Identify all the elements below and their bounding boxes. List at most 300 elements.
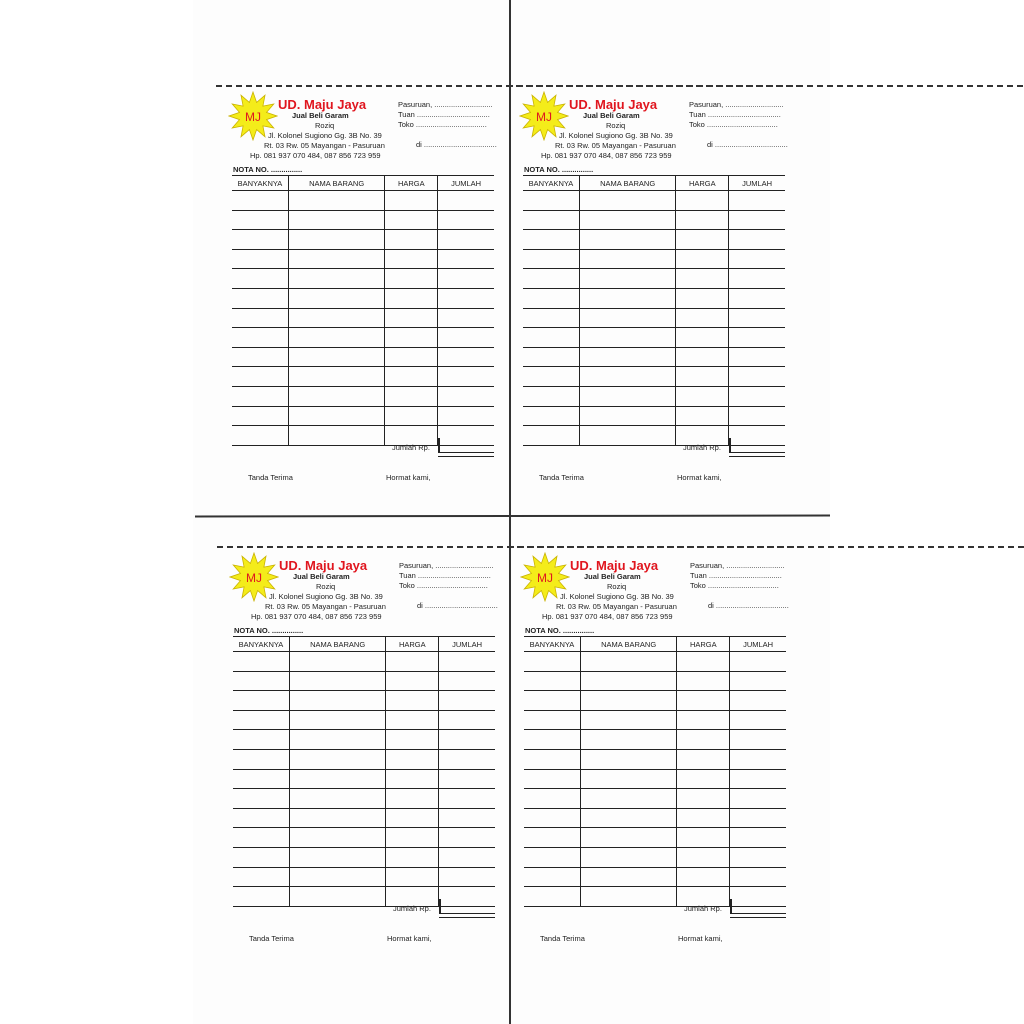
table-cell[interactable] (232, 210, 288, 230)
table-cell[interactable] (579, 230, 675, 250)
table-cell[interactable] (288, 249, 384, 269)
table-cell[interactable] (385, 249, 438, 269)
table-cell[interactable] (386, 710, 439, 730)
table-cell[interactable] (438, 288, 494, 308)
table-cell[interactable] (233, 652, 289, 672)
table-cell[interactable] (524, 691, 580, 711)
col-nama-barang: NAMA BARANG (289, 637, 385, 652)
table-cell[interactable] (289, 867, 385, 887)
table-cell[interactable] (729, 367, 785, 387)
field-di[interactable]: di ................................... (708, 601, 789, 610)
table-cell[interactable] (523, 249, 579, 269)
table-cell[interactable] (386, 828, 439, 848)
table-cell[interactable] (439, 671, 495, 691)
table-cell[interactable] (386, 867, 439, 887)
table-cell[interactable] (730, 652, 786, 672)
address-line-1: Jl. Kolonel Sugiono Gg. 3B No. 39 (268, 131, 382, 140)
table-cell[interactable] (232, 328, 288, 348)
table-cell[interactable] (729, 406, 785, 426)
signature-sender: Hormat kami, (387, 934, 432, 943)
table-cell[interactable] (579, 288, 675, 308)
table-cell[interactable] (524, 769, 580, 789)
table-cell[interactable] (288, 269, 384, 289)
table-row (523, 288, 785, 308)
signature-received: Tanda Terima (248, 473, 293, 482)
signature-sender: Hormat kami, (678, 934, 723, 943)
field-di[interactable]: di ................................... (416, 140, 497, 149)
table-cell[interactable] (386, 789, 439, 809)
address-line-2: Rt. 03 Rw. 05 Mayangan - Pasuruan (264, 141, 385, 150)
total-divider (438, 438, 440, 452)
table-cell[interactable] (676, 249, 729, 269)
address-line-2: Rt. 03 Rw. 05 Mayangan - Pasuruan (265, 602, 386, 611)
col-nama-barang: NAMA BARANG (288, 176, 384, 191)
table-cell[interactable] (524, 867, 580, 887)
table-cell[interactable] (289, 828, 385, 848)
table-cell[interactable] (438, 308, 494, 328)
field-toko[interactable]: Toko .................................. (689, 120, 778, 129)
table-cell[interactable] (579, 367, 675, 387)
table-cell[interactable] (289, 789, 385, 809)
table-cell[interactable] (288, 191, 384, 211)
table-row (524, 671, 786, 691)
table-cell[interactable] (676, 230, 729, 250)
table-cell[interactable] (523, 269, 579, 289)
table-cell[interactable] (233, 828, 289, 848)
table-cell[interactable] (232, 426, 288, 446)
table-cell[interactable] (385, 386, 438, 406)
table-row (233, 749, 495, 769)
table-cell[interactable] (439, 887, 495, 907)
field-pasuruan[interactable]: Pasuruan, ............................ (690, 561, 785, 570)
customer-fields (689, 100, 784, 130)
table-cell[interactable] (289, 808, 385, 828)
items-table (523, 175, 785, 446)
signature-sender: Hormat kami, (677, 473, 722, 482)
table-cell[interactable] (677, 867, 730, 887)
col-harga: HARGA (677, 637, 730, 652)
table-cell[interactable] (288, 386, 384, 406)
table-cell[interactable] (579, 191, 675, 211)
logo-text: MJ (245, 110, 261, 124)
business-type: Jual Beli Garam (584, 572, 641, 581)
table-cell[interactable] (523, 406, 579, 426)
table-cell[interactable] (730, 808, 786, 828)
table-cell[interactable] (289, 887, 385, 907)
table-cell[interactable] (438, 210, 494, 230)
table-cell[interactable] (233, 808, 289, 828)
table-cell[interactable] (288, 230, 384, 250)
table-cell[interactable] (523, 230, 579, 250)
table-cell[interactable] (579, 269, 675, 289)
table-cell[interactable] (729, 308, 785, 328)
table-cell[interactable] (439, 691, 495, 711)
col-jumlah: JUMLAH (729, 176, 785, 191)
field-tuan[interactable]: Tuan ................................... (399, 571, 491, 580)
table-cell[interactable] (580, 710, 676, 730)
company-name: UD. Maju Jaya (279, 558, 368, 573)
table-cell[interactable] (289, 730, 385, 750)
table-cell[interactable] (233, 710, 289, 730)
table-cell[interactable] (730, 847, 786, 867)
table-cell[interactable] (386, 652, 439, 672)
table-cell[interactable] (386, 769, 439, 789)
table-cell[interactable] (289, 847, 385, 867)
table-cell[interactable] (438, 426, 494, 446)
table-cell[interactable] (677, 671, 730, 691)
table-cell[interactable] (524, 652, 580, 672)
table-row (232, 191, 494, 211)
table-cell[interactable] (729, 288, 785, 308)
table-cell[interactable] (385, 230, 438, 250)
table-cell[interactable] (524, 730, 580, 750)
table-cell[interactable] (438, 328, 494, 348)
field-tuan[interactable]: Tuan ................................... (690, 571, 782, 580)
table-cell[interactable] (729, 386, 785, 406)
field-toko[interactable]: Toko .................................. (690, 581, 779, 590)
table-cell[interactable] (233, 749, 289, 769)
table-row (524, 847, 786, 867)
col-banyaknya: BANYAKNYA (524, 637, 580, 652)
table-row (524, 710, 786, 730)
table-row (524, 828, 786, 848)
receipt-form-2 (519, 85, 809, 505)
field-pasuruan[interactable]: Pasuruan, ............................ (689, 100, 784, 109)
field-tuan[interactable]: Tuan ................................... (398, 110, 490, 119)
table-cell[interactable] (730, 671, 786, 691)
owner-name: Roziq (607, 582, 627, 591)
table-cell[interactable] (580, 769, 676, 789)
table-cell[interactable] (439, 710, 495, 730)
table-row (524, 867, 786, 887)
phone-numbers: Hp. 081 937 070 484, 087 856 723 959 (542, 612, 673, 621)
field-di[interactable]: di ................................... (707, 140, 788, 149)
business-type: Jual Beli Garam (293, 572, 350, 581)
owner-name: Roziq (316, 582, 336, 591)
table-cell[interactable] (523, 328, 579, 348)
table-cell[interactable] (233, 730, 289, 750)
col-harga: HARGA (385, 176, 438, 191)
table-row (524, 749, 786, 769)
table-cell[interactable] (523, 288, 579, 308)
table-row (233, 867, 495, 887)
table-cell[interactable] (677, 828, 730, 848)
table-cell[interactable] (385, 288, 438, 308)
table-cell[interactable] (676, 328, 729, 348)
table-cell[interactable] (579, 308, 675, 328)
table-cell[interactable] (289, 769, 385, 789)
table-cell[interactable] (386, 671, 439, 691)
table-cell[interactable] (439, 808, 495, 828)
table-cell[interactable] (729, 426, 785, 446)
col-banyaknya: BANYAKNYA (523, 176, 579, 191)
table-cell[interactable] (524, 828, 580, 848)
table-cell[interactable] (386, 749, 439, 769)
table-cell[interactable] (385, 406, 438, 426)
table-row (524, 789, 786, 809)
table-cell[interactable] (386, 691, 439, 711)
table-cell[interactable] (232, 347, 288, 367)
table-cell[interactable] (523, 210, 579, 230)
table-cell[interactable] (439, 730, 495, 750)
table-cell[interactable] (677, 691, 730, 711)
table-cell[interactable] (524, 887, 580, 907)
table-cell[interactable] (730, 710, 786, 730)
table-cell[interactable] (677, 652, 730, 672)
company-name: UD. Maju Jaya (569, 97, 658, 112)
table-cell[interactable] (438, 269, 494, 289)
table-cell[interactable] (580, 828, 676, 848)
table-cell[interactable] (730, 867, 786, 887)
table-cell[interactable] (288, 426, 384, 446)
total-amount-field[interactable] (439, 913, 495, 918)
table-row (523, 347, 785, 367)
table-cell[interactable] (523, 191, 579, 211)
table-cell[interactable] (232, 406, 288, 426)
table-cell[interactable] (580, 867, 676, 887)
table-row (233, 671, 495, 691)
nota-number[interactable]: NOTA NO. ............... (233, 165, 303, 174)
table-cell[interactable] (730, 691, 786, 711)
table-cell[interactable] (524, 749, 580, 769)
table-cell[interactable] (579, 386, 675, 406)
table-cell[interactable] (233, 867, 289, 887)
table-cell[interactable] (580, 749, 676, 769)
table-cell[interactable] (288, 210, 384, 230)
table-cell[interactable] (232, 230, 288, 250)
table-row (523, 386, 785, 406)
table-cell[interactable] (385, 269, 438, 289)
table-row (523, 406, 785, 426)
items-table (233, 636, 495, 907)
table-cell[interactable] (232, 386, 288, 406)
table-cell[interactable] (524, 671, 580, 691)
table-cell[interactable] (579, 426, 675, 446)
table-cell[interactable] (524, 808, 580, 828)
field-pasuruan[interactable]: Pasuruan, ............................ (398, 100, 493, 109)
table-cell[interactable] (439, 769, 495, 789)
table-cell[interactable] (288, 288, 384, 308)
table-row (233, 847, 495, 867)
items-table (524, 636, 786, 907)
total-amount-field[interactable] (438, 452, 494, 457)
table-cell[interactable] (523, 347, 579, 367)
logo-text: MJ (536, 110, 552, 124)
table-cell[interactable] (677, 749, 730, 769)
table-cell[interactable] (233, 671, 289, 691)
table-cell[interactable] (729, 269, 785, 289)
table-row (233, 887, 495, 907)
table-cell[interactable] (580, 887, 676, 907)
table-cell[interactable] (523, 386, 579, 406)
table-cell[interactable] (439, 749, 495, 769)
total-divider (439, 899, 441, 913)
table-cell[interactable] (439, 789, 495, 809)
table-cell[interactable] (677, 789, 730, 809)
table-cell[interactable] (676, 367, 729, 387)
table-row (232, 210, 494, 230)
table-cell[interactable] (580, 808, 676, 828)
signature-received: Tanda Terima (249, 934, 294, 943)
table-cell[interactable] (676, 210, 729, 230)
col-jumlah: JUMLAH (730, 637, 786, 652)
total-label: Jumlah Rp. (683, 443, 721, 452)
table-cell[interactable] (288, 406, 384, 426)
table-cell[interactable] (289, 671, 385, 691)
table-cell[interactable] (438, 406, 494, 426)
table-cell[interactable] (524, 710, 580, 730)
table-row (523, 308, 785, 328)
table-cell[interactable] (288, 308, 384, 328)
table-cell[interactable] (677, 710, 730, 730)
table-cell[interactable] (579, 347, 675, 367)
table-cell[interactable] (676, 269, 729, 289)
table-cell[interactable] (385, 210, 438, 230)
table-row (232, 386, 494, 406)
table-cell[interactable] (288, 328, 384, 348)
address-line-1: Jl. Kolonel Sugiono Gg. 3B No. 39 (560, 592, 674, 601)
company-name: UD. Maju Jaya (278, 97, 367, 112)
table-cell[interactable] (289, 691, 385, 711)
table-cell[interactable] (288, 367, 384, 387)
col-jumlah: JUMLAH (438, 176, 494, 191)
table-cell[interactable] (438, 249, 494, 269)
table-cell[interactable] (729, 191, 785, 211)
table-cell[interactable] (729, 328, 785, 348)
table-cell[interactable] (676, 191, 729, 211)
table-row (233, 691, 495, 711)
table-cell[interactable] (385, 367, 438, 387)
table-cell[interactable] (233, 769, 289, 789)
business-type: Jual Beli Garam (292, 111, 349, 120)
table-cell[interactable] (233, 789, 289, 809)
table-cell[interactable] (385, 328, 438, 348)
table-cell[interactable] (439, 652, 495, 672)
table-cell[interactable] (730, 789, 786, 809)
signature-sender: Hormat kami, (386, 473, 431, 482)
table-cell[interactable] (580, 789, 676, 809)
table-cell[interactable] (438, 367, 494, 387)
table-cell[interactable] (730, 730, 786, 750)
table-cell[interactable] (438, 386, 494, 406)
table-cell[interactable] (523, 308, 579, 328)
table-cell[interactable] (729, 230, 785, 250)
table-cell[interactable] (386, 847, 439, 867)
phone-numbers: Hp. 081 937 070 484, 087 856 723 959 (541, 151, 672, 160)
table-cell[interactable] (730, 769, 786, 789)
table-cell[interactable] (676, 288, 729, 308)
nota-number[interactable]: NOTA NO. ............... (234, 626, 304, 635)
field-tuan[interactable]: Tuan ................................... (689, 110, 781, 119)
field-toko[interactable]: Toko .................................. (398, 120, 487, 129)
table-cell[interactable] (438, 347, 494, 367)
table-cell[interactable] (386, 730, 439, 750)
table-cell[interactable] (579, 249, 675, 269)
table-cell[interactable] (676, 406, 729, 426)
table-cell[interactable] (233, 887, 289, 907)
table-cell[interactable] (233, 691, 289, 711)
table-cell[interactable] (232, 249, 288, 269)
table-cell[interactable] (579, 210, 675, 230)
table-cell[interactable] (729, 347, 785, 367)
table-cell[interactable] (232, 367, 288, 387)
table-row (523, 328, 785, 348)
field-di[interactable]: di ................................... (417, 601, 498, 610)
nota-number[interactable]: NOTA NO. ............... (524, 165, 594, 174)
table-cell[interactable] (232, 308, 288, 328)
table-row (523, 230, 785, 250)
table-cell[interactable] (580, 652, 676, 672)
table-cell[interactable] (580, 671, 676, 691)
table-cell[interactable] (677, 847, 730, 867)
table-cell[interactable] (289, 652, 385, 672)
table-cell[interactable] (580, 691, 676, 711)
table-cell[interactable] (439, 847, 495, 867)
table-cell[interactable] (730, 887, 786, 907)
field-pasuruan[interactable]: Pasuruan, ............................ (399, 561, 494, 570)
table-cell[interactable] (232, 288, 288, 308)
table-row (524, 769, 786, 789)
table-cell[interactable] (580, 847, 676, 867)
table-cell[interactable] (729, 210, 785, 230)
table-cell[interactable] (524, 847, 580, 867)
table-row (232, 328, 494, 348)
table-cell[interactable] (288, 347, 384, 367)
table-cell[interactable] (730, 828, 786, 848)
table-cell[interactable] (729, 249, 785, 269)
table-row (524, 652, 786, 672)
table-cell[interactable] (438, 230, 494, 250)
receipt-form-1 (228, 85, 518, 505)
table-row (523, 191, 785, 211)
table-cell[interactable] (385, 191, 438, 211)
table-cell[interactable] (232, 191, 288, 211)
table-cell[interactable] (579, 406, 675, 426)
table-cell[interactable] (386, 808, 439, 828)
table-row (524, 808, 786, 828)
table-cell[interactable] (289, 749, 385, 769)
field-toko[interactable]: Toko .................................. (399, 581, 488, 590)
table-cell[interactable] (523, 367, 579, 387)
table-cell[interactable] (232, 269, 288, 289)
nota-number[interactable]: NOTA NO. ............... (525, 626, 595, 635)
table-cell[interactable] (385, 308, 438, 328)
table-row (232, 406, 494, 426)
table-cell[interactable] (385, 347, 438, 367)
table-cell[interactable] (233, 847, 289, 867)
table-cell[interactable] (676, 308, 729, 328)
table-cell[interactable] (438, 191, 494, 211)
table-cell[interactable] (289, 710, 385, 730)
table-cell[interactable] (677, 769, 730, 789)
total-amount-field[interactable] (729, 452, 785, 457)
table-cell[interactable] (676, 386, 729, 406)
table-row (523, 249, 785, 269)
table-cell[interactable] (677, 808, 730, 828)
table-cell[interactable] (676, 347, 729, 367)
table-cell[interactable] (439, 828, 495, 848)
table-cell[interactable] (523, 426, 579, 446)
table-cell[interactable] (580, 730, 676, 750)
dashed-tear-line (508, 546, 1024, 548)
table-cell[interactable] (677, 730, 730, 750)
total-amount-field[interactable] (730, 913, 786, 918)
table-cell[interactable] (524, 789, 580, 809)
table-cell[interactable] (439, 867, 495, 887)
table-cell[interactable] (579, 328, 675, 348)
table-cell[interactable] (730, 749, 786, 769)
total-label: Jumlah Rp. (684, 904, 722, 913)
